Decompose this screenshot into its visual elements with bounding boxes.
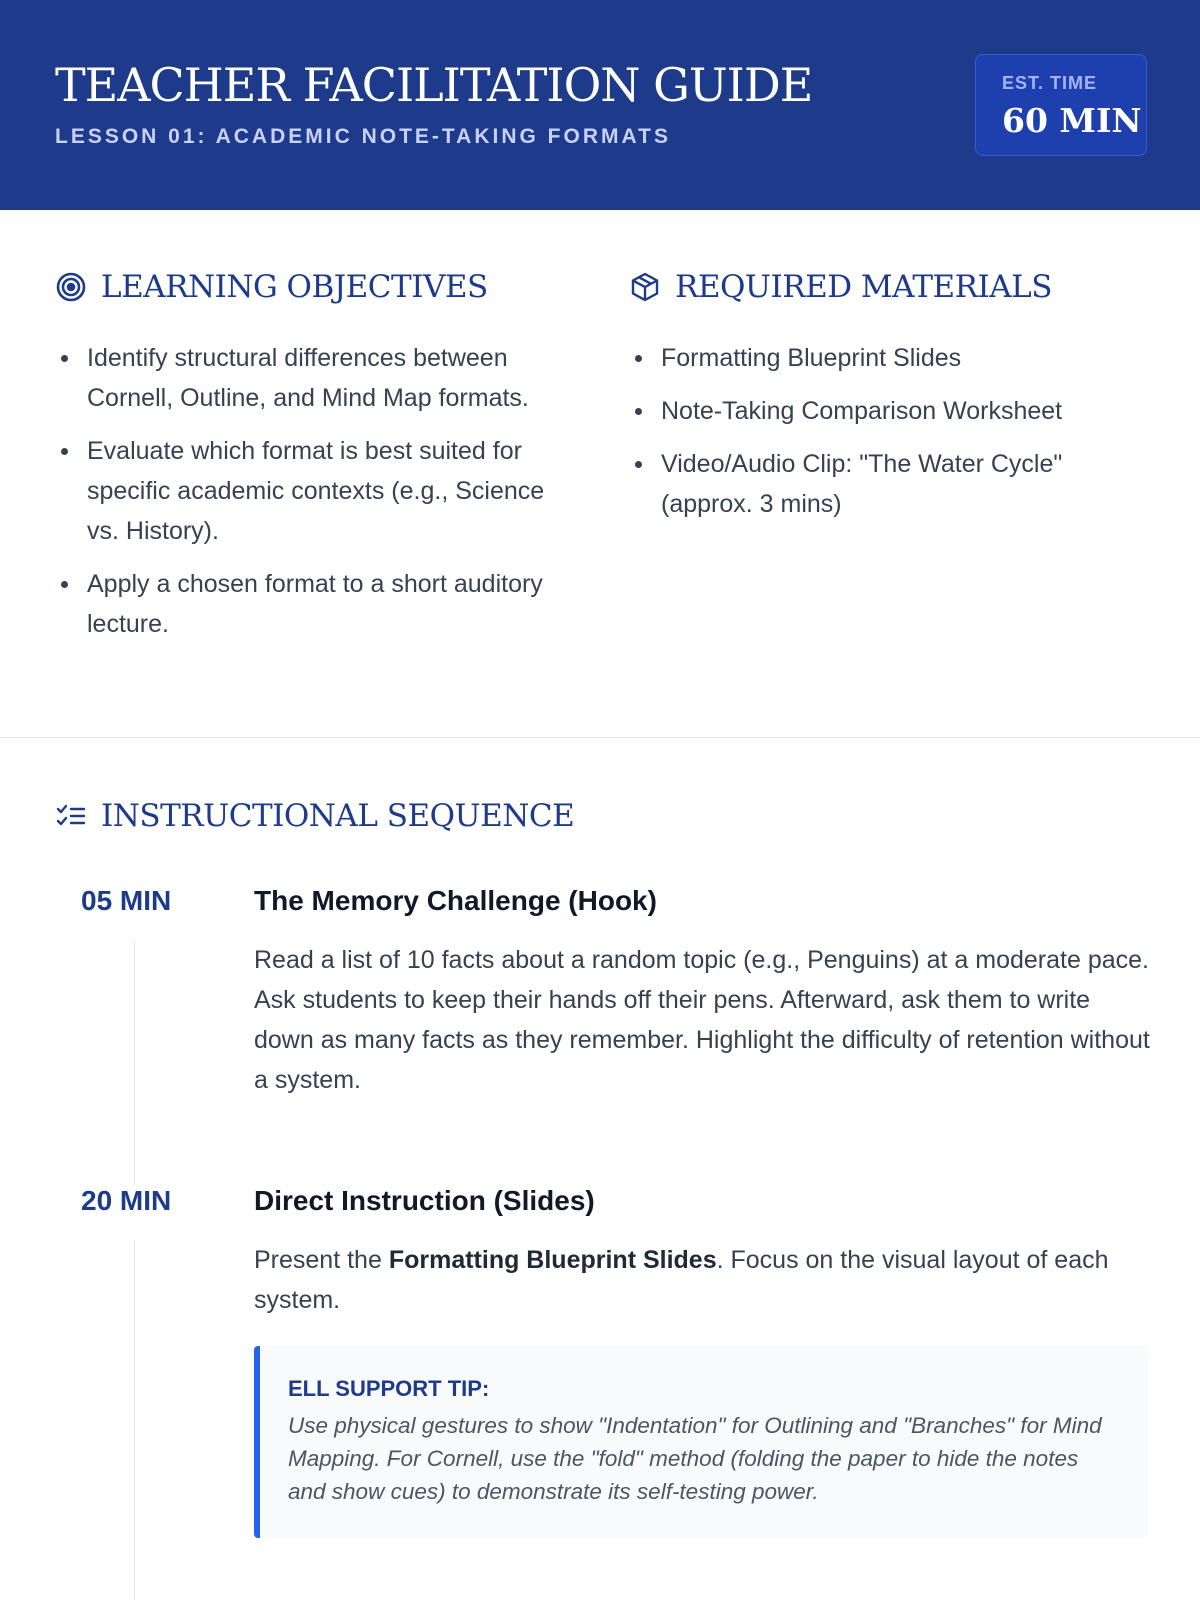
sequence-heading-label: INSTRUCTIONAL SEQUENCE bbox=[101, 798, 575, 834]
objectives-list bbox=[55, 338, 565, 657]
step-text-bold: Formatting Blueprint Slides bbox=[388, 1246, 717, 1274]
step-text: . Focus on the visual layout of each system. bbox=[254, 1246, 1109, 1314]
checklist-icon bbox=[55, 799, 89, 833]
page-header bbox=[0, 0, 1200, 210]
list-item: Video/Audio Clip: "The Water Cycle" (approx. 3 mins) bbox=[629, 444, 1149, 524]
lesson-subtitle: LESSON 01: ACADEMIC NOTE-TAKING FORMATS bbox=[55, 125, 671, 148]
list-item: Note-Taking Comparison Worksheet bbox=[629, 391, 1149, 431]
time-label: EST. TIME bbox=[1002, 73, 1098, 93]
ell-support-tip bbox=[254, 1346, 1148, 1538]
section-divider bbox=[0, 737, 1200, 738]
list-item: Evaluate which format is best suited for specific academic contexts (e.g., Science vs. History). bbox=[55, 431, 565, 551]
step-description bbox=[254, 1240, 1154, 1320]
tip-text: Use physical gestures to show "Indentation" for Outlining and "Branches" for Mind Mapping. For Cornell, use the "fold" method (folding the paper to hide the notes and show cues) to demonstrate its self-testing power. bbox=[288, 1413, 1102, 1504]
materials-heading bbox=[629, 269, 1052, 305]
materials-list bbox=[629, 338, 1149, 537]
box-icon bbox=[629, 270, 663, 304]
sequence-heading bbox=[55, 798, 574, 834]
list-item: Identify structural differences between Cornell, Outline, and Mind Map formats. bbox=[55, 338, 565, 418]
step-title: Direct Instruction (Slides) bbox=[254, 1185, 595, 1216]
tip-title: ELL SUPPORT TIP: bbox=[288, 1376, 490, 1401]
target-icon bbox=[55, 270, 89, 304]
objectives-heading bbox=[55, 269, 488, 305]
list-item: Formatting Blueprint Slides bbox=[629, 338, 1149, 378]
timeline-line bbox=[134, 940, 135, 1185]
list-item: Apply a chosen format to a short auditory lecture. bbox=[55, 564, 565, 644]
timeline-line bbox=[134, 1240, 135, 1600]
objectives-heading-label: LEARNING OBJECTIVES bbox=[101, 269, 488, 305]
step-description: Read a list of 10 facts about a random topic (e.g., Penguins) at a moderate pace. Ask students to keep their hands off their pens. Afterward, ask them to write down as many facts as they remember. Highlight the difficulty of retention without a system. bbox=[254, 946, 1150, 1094]
materials-heading-label: REQUIRED MATERIALS bbox=[675, 269, 1052, 305]
step-time: 05 MIN bbox=[81, 885, 172, 916]
step-time: 20 MIN bbox=[81, 1185, 172, 1216]
page-title: TEACHER FACILITATION GUIDE bbox=[55, 58, 813, 112]
step-title: The Memory Challenge (Hook) bbox=[254, 885, 657, 916]
step-text: Present the bbox=[254, 1246, 389, 1274]
time-value: 60 MIN bbox=[1002, 101, 1142, 140]
estimated-time-badge bbox=[975, 54, 1147, 156]
